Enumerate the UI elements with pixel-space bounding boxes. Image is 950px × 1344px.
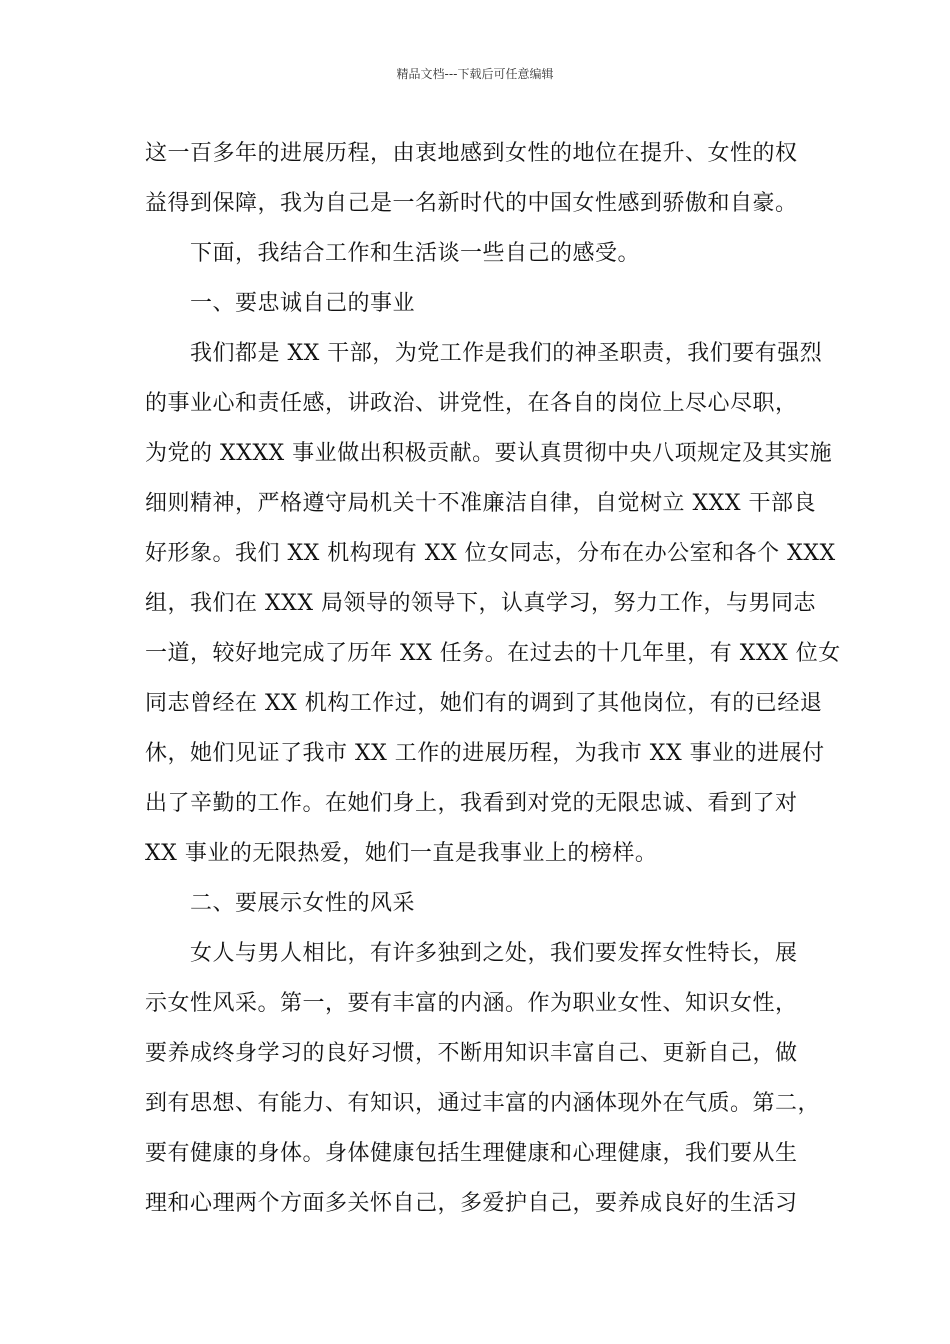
text-line: 示女性风采。第一，要有丰富的内涵。作为职业女性、知识女性，: [145, 991, 798, 1016]
page-header: 精品文档---下载后可任意编辑: [396, 67, 554, 81]
paragraph-start: 我们都是 XX 干部，为党工作是我们的神圣职责，我们要有强烈: [190, 341, 823, 366]
text-line: 的事业心和责任感，讲政治、讲党性，在各自的岗位上尽心尽职，: [145, 391, 798, 416]
text-line: 休，她们见证了我市 XX 工作的进展历程，为我市 XX 事业的进展付: [145, 741, 825, 766]
paragraph-start: 下面，我结合工作和生活谈一些自己的感受。: [190, 241, 641, 266]
text-line: 为党的 XXXX 事业做出积极贡献。要认真贯彻中央八项规定及其实施: [145, 441, 833, 466]
text-line: 益得到保障，我为自己是一名新时代的中国女性感到骄傲和自豪。: [145, 191, 798, 216]
text-line: 同志曾经在 XX 机构工作过，她们有的调到了其他岗位，有的已经退: [145, 691, 823, 716]
paragraph-start: 女人与男人相比，有许多独到之处，我们要发挥女性特长，展: [190, 941, 798, 966]
text-line: XX 事业的无限热爱，她们一直是我事业上的榜样。: [145, 841, 658, 866]
text-line: 一道，较好地完成了历年 XX 任务。在过去的十几年里，有 XXX 位女: [145, 641, 841, 666]
section-heading: 二、要展示女性的风采: [190, 891, 416, 916]
text-line: 细则精神，严格遵守局机关十不准廉洁自律，自觉树立 XXX 干部良: [145, 491, 816, 516]
document-body: [145, 129, 841, 1229]
text-line: 组，我们在 XXX 局领导的领导下，认真学习，努力工作，与男同志: [145, 591, 816, 616]
text-line: 要养成终身学习的良好习惯，不断用知识丰富自己、更新自己，做: [145, 1041, 798, 1066]
text-line: 好形象。我们 XX 机构现有 XX 位女同志，分布在办公室和各个 XXX: [145, 541, 836, 566]
text-line: 这一百多年的进展历程，由衷地感到女性的地位在提升、女性的权: [145, 141, 798, 166]
text-line: 理和心理两个方面多关怀自己，多爱护自己，要养成良好的生活习: [145, 1191, 798, 1216]
section-heading: 一、要忠诚自己的事业: [190, 291, 416, 316]
text-line: 到有思想、有能力、有知识，通过丰富的内涵体现外在气质。第二，: [145, 1091, 821, 1116]
text-line: 要有健康的身体。身体健康包括生理健康和心理健康，我们要从生: [145, 1141, 798, 1166]
text-line: 出了辛勤的工作。在她们身上，我看到对党的无限忠诚、看到了对: [145, 791, 798, 816]
